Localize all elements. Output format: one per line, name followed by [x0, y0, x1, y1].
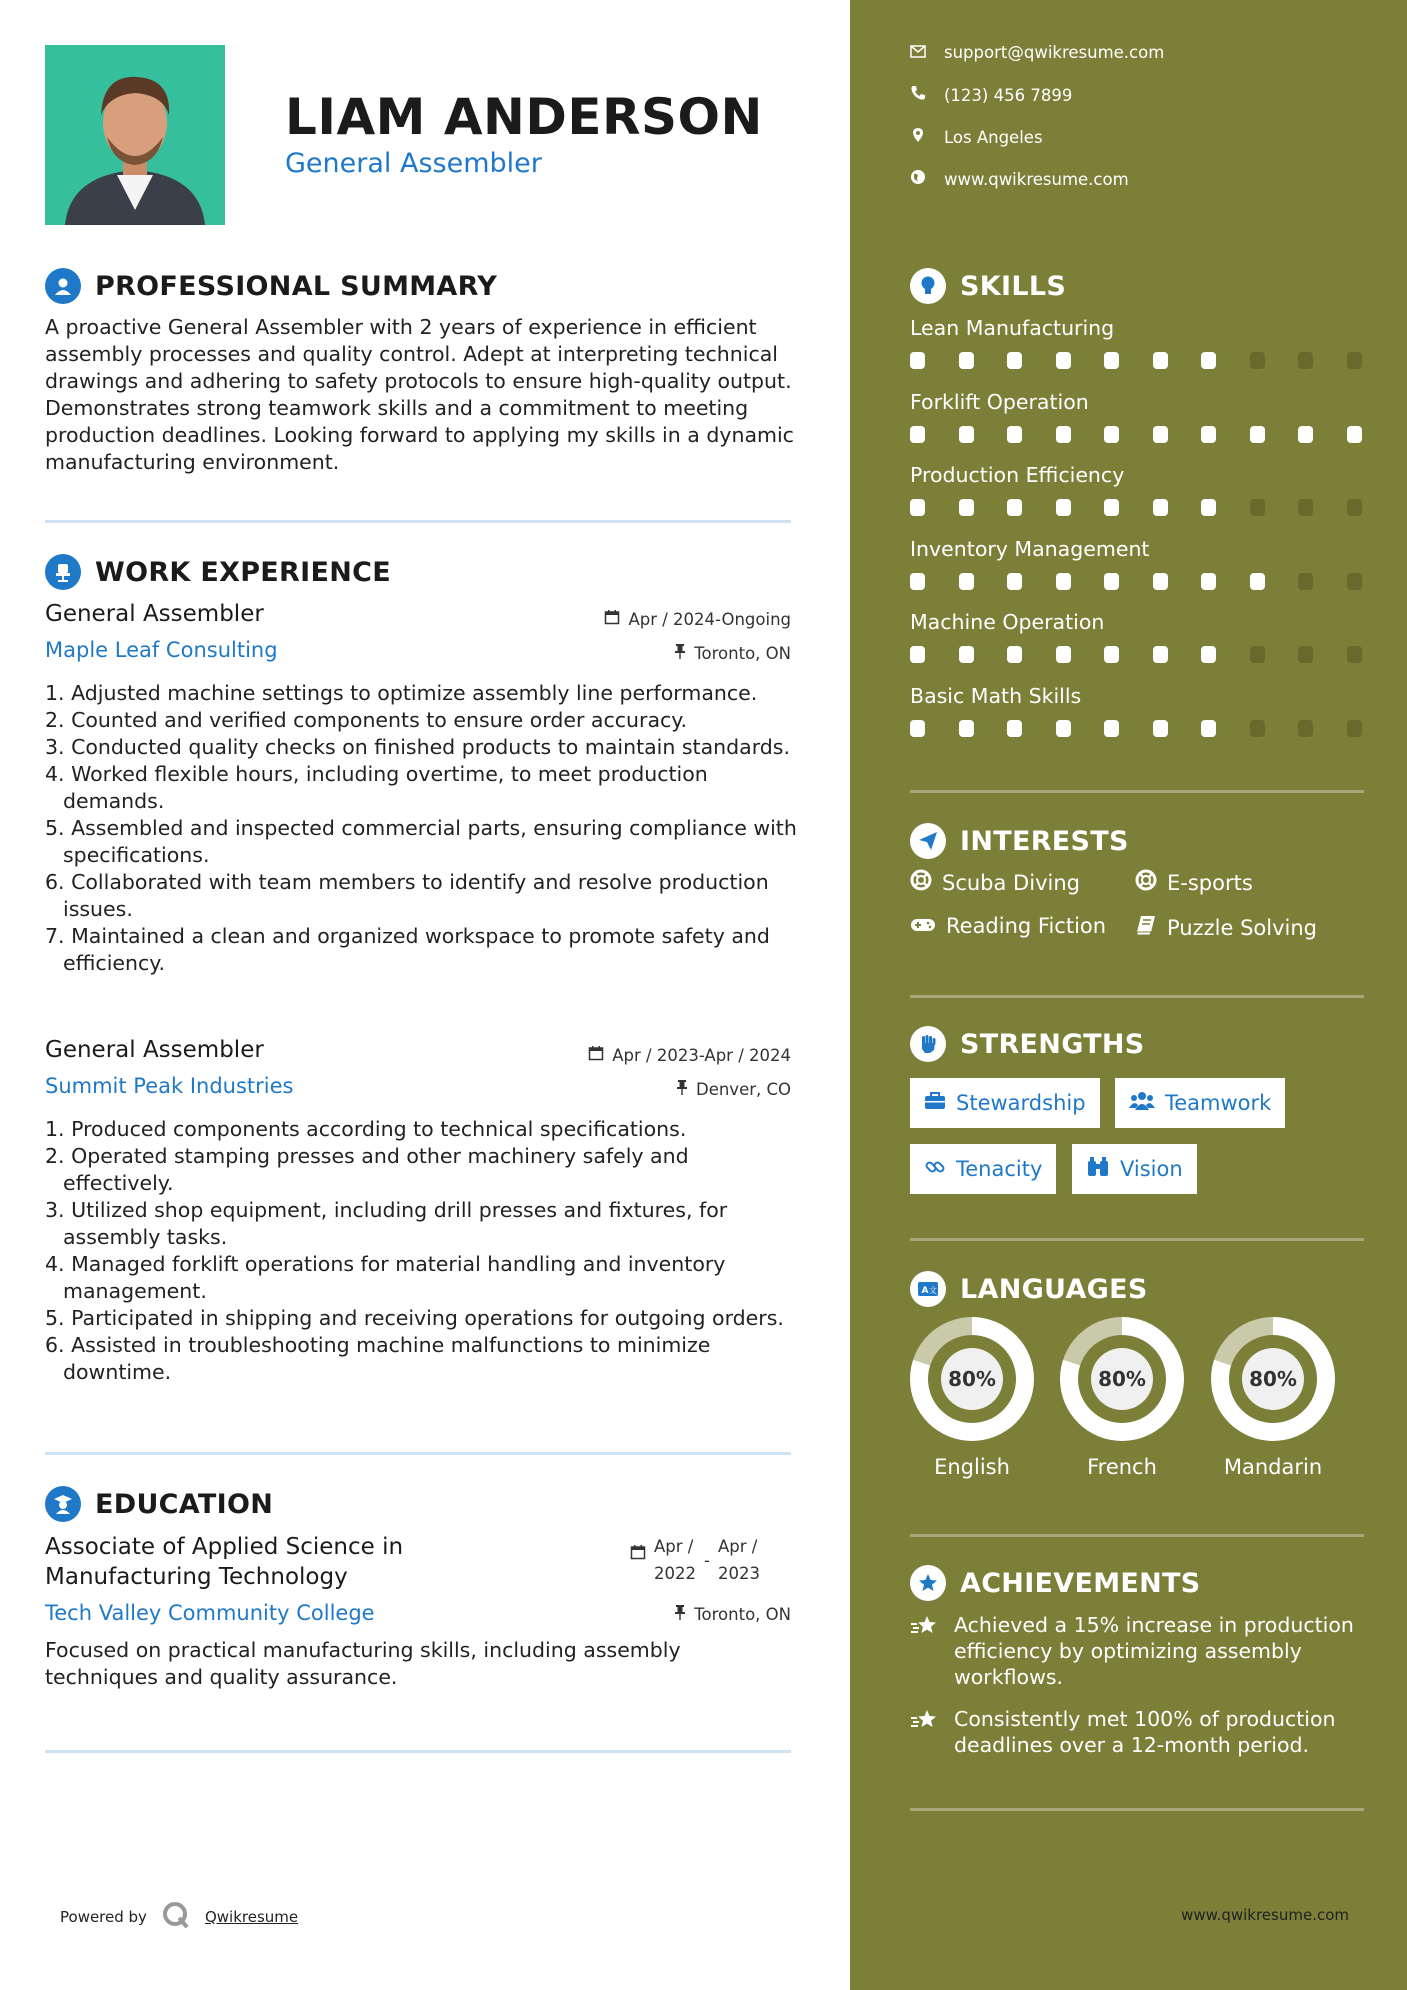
- phone-icon: [910, 85, 926, 105]
- summary-text: A proactive General Assembler with 2 years of experience in efficient assembly processes and quality control. Adept at interpreting technical drawings and adhering to safety protocols to ensure high-quality output. Demonstrates strong teamwork skills and a commitment to meeting production deadlines. Looking forward to applying my skills in a dynamic manufacturing environment.: [45, 315, 794, 474]
- rating-dot-filled: [910, 573, 925, 590]
- list-item: 4. Managed forklift operations for material handling and inventory management.: [45, 1252, 726, 1303]
- rating-dot-filled: [1153, 426, 1168, 443]
- achievement-item: Consistently met 100% of production deadlines over a 12-month period.: [910, 1706, 1370, 1758]
- rating-dot-filled: [1007, 352, 1022, 369]
- rating-dot-filled: [959, 499, 974, 516]
- rating-dot-filled: [910, 646, 925, 663]
- skill-rating: [910, 573, 1362, 590]
- sidebar: [850, 0, 1407, 1990]
- footer-website[interactable]: www.qwikresume.com: [1181, 1906, 1349, 1924]
- skill-rating: [910, 499, 1362, 516]
- list-item: 7. Maintained a clean and organized workspace to promote safety and efficiency.: [45, 924, 770, 975]
- contact-website[interactable]: www.qwikresume.com: [910, 169, 1129, 189]
- section-title: LANGUAGES: [960, 1273, 1148, 1305]
- rating-dot-filled: [1201, 426, 1216, 443]
- section-title: ACHIEVEMENTS: [960, 1567, 1201, 1599]
- language-item: [910, 1317, 1034, 1479]
- skill-name: Basic Math Skills: [910, 683, 1082, 708]
- skill-rating: [910, 720, 1362, 737]
- job-title: General Assembler: [45, 1037, 264, 1063]
- percent-label: 80%: [1091, 1348, 1153, 1410]
- rating-dot-filled: [1056, 573, 1071, 590]
- rating-dot-empty: [1347, 646, 1362, 663]
- company-name: Maple Leaf Consulting: [45, 638, 278, 662]
- footer-powered: [60, 1900, 298, 1934]
- rating-dot-empty: [1298, 646, 1313, 663]
- contact-location: Los Angeles: [910, 127, 1043, 147]
- rating-dot-empty: [1298, 352, 1313, 369]
- rating-dot-filled: [1298, 426, 1313, 443]
- section-title: INTERESTS: [960, 825, 1129, 857]
- calendar-icon: [588, 1045, 604, 1065]
- interest-item: Scuba Diving: [910, 869, 1080, 896]
- strength-tag: Vision: [1072, 1144, 1197, 1194]
- translate-icon: [910, 1271, 946, 1307]
- rating-dot-filled: [959, 352, 974, 369]
- rating-dot-filled: [959, 426, 974, 443]
- summary-heading: [45, 268, 497, 304]
- strength-tag: Teamwork: [1115, 1078, 1285, 1128]
- section-title: WORK EXPERIENCE: [95, 556, 391, 588]
- language-name: Mandarin: [1223, 1455, 1323, 1479]
- section-title: EDUCATION: [95, 1488, 274, 1520]
- calendar-icon: [630, 1541, 646, 1568]
- gamepad-icon: [910, 914, 936, 938]
- strengths-heading: [910, 1026, 1145, 1062]
- rating-dot-filled: [1056, 352, 1071, 369]
- progress-ring: [1060, 1317, 1184, 1441]
- strength-tag: Tenacity: [910, 1144, 1056, 1194]
- rating-dot-filled: [959, 646, 974, 663]
- rating-dot-filled: [1153, 352, 1168, 369]
- divider: [45, 1452, 791, 1455]
- list-item: 1. Produced components according to technical specifications.: [45, 1117, 687, 1141]
- education-location: Toronto, ON: [674, 1604, 791, 1624]
- shooting-star-icon: [910, 1614, 940, 1690]
- rating-dot-empty: [1347, 720, 1362, 737]
- job-duties: [45, 680, 805, 977]
- qwikresume-logo-icon: [161, 1900, 191, 1934]
- section-title: STRENGTHS: [960, 1028, 1145, 1060]
- job-location: Toronto, ON: [674, 643, 791, 663]
- education-dates: Apr / 2022 - Apr / 2023: [630, 1533, 760, 1587]
- rating-dot-filled: [1153, 573, 1168, 590]
- rating-dot-filled: [1201, 499, 1216, 516]
- rating-dot-filled: [1201, 352, 1216, 369]
- users-icon: [1129, 1091, 1155, 1116]
- job-title: General Assembler: [45, 601, 264, 627]
- rating-dot-empty: [1298, 720, 1313, 737]
- star-badge-icon: [910, 1565, 946, 1601]
- language-item: [1060, 1317, 1184, 1479]
- rating-dot-filled: [1201, 720, 1216, 737]
- list-item: 1. Adjusted machine settings to optimize assembly line performance.: [45, 681, 758, 705]
- envelope-icon: [910, 43, 926, 62]
- rating-dot-empty: [1347, 352, 1362, 369]
- rating-dot-filled: [1153, 720, 1168, 737]
- svg-text:文: 文: [929, 1286, 937, 1295]
- percent-label: 80%: [941, 1348, 1003, 1410]
- interest-item: Reading Fiction: [910, 914, 1106, 938]
- pin-icon: [676, 1079, 688, 1099]
- rating-dot-empty: [1250, 720, 1265, 737]
- rating-dot-filled: [1201, 646, 1216, 663]
- powered-by-label: Powered by: [60, 1908, 147, 1926]
- list-item: 3. Conducted quality checks on finished products to maintain standards.: [45, 735, 790, 759]
- list-item: 4. Worked flexible hours, including overtime, to meet production demands.: [45, 762, 708, 813]
- list-item: 2. Counted and verified components to ensure order accuracy.: [45, 708, 688, 732]
- rating-dot-filled: [1007, 646, 1022, 663]
- language-name: English: [934, 1455, 1010, 1479]
- section-title: PROFESSIONAL SUMMARY: [95, 270, 498, 302]
- rating-dot-filled: [1007, 573, 1022, 590]
- calendar-icon: [604, 609, 620, 629]
- divider: [910, 1238, 1364, 1241]
- divider: [910, 1534, 1364, 1537]
- contact-email[interactable]: support@qwikresume.com: [910, 43, 1164, 62]
- pin-icon: [674, 643, 686, 663]
- rating-dot-filled: [959, 573, 974, 590]
- candidate-name: LIAM ANDERSON: [285, 88, 763, 146]
- lifebuoy-icon: [1135, 869, 1157, 896]
- rating-dot-filled: [1007, 426, 1022, 443]
- strength-tag: Stewardship: [910, 1078, 1100, 1128]
- divider: [45, 520, 791, 523]
- school-name: Tech Valley Community College: [45, 1601, 375, 1625]
- rating-dot-filled: [1250, 426, 1265, 443]
- rating-dot-filled: [1201, 573, 1216, 590]
- pin-icon: [674, 1604, 686, 1624]
- percent-label: 80%: [1242, 1348, 1304, 1410]
- progress-ring: [1211, 1317, 1335, 1441]
- lifebuoy-icon: [910, 869, 932, 896]
- rating-dot-empty: [1347, 499, 1362, 516]
- list-item: 2. Operated stamping presses and other machinery safely and effectively.: [45, 1144, 689, 1195]
- experience-heading: [45, 554, 391, 590]
- achievement-item: Achieved a 15% increase in production efficiency by optimizing assembly workflows.: [910, 1612, 1370, 1690]
- briefcase-icon: [924, 1091, 946, 1115]
- rating-dot-filled: [1104, 573, 1119, 590]
- list-item: 6. Assisted in troubleshooting machine malfunctions to minimize downtime.: [45, 1333, 711, 1384]
- list-item: 5. Assembled and inspected commercial parts, ensuring compliance with specifications.: [45, 816, 797, 867]
- rating-dot-filled: [1056, 720, 1071, 737]
- rating-dot-empty: [1250, 352, 1265, 369]
- interest-item: Puzzle Solving: [1135, 914, 1317, 941]
- list-item: 6. Collaborated with team members to identify and resolve production issues.: [45, 870, 769, 921]
- interest-item: E-sports: [1135, 869, 1253, 896]
- job-duties: [45, 1116, 805, 1386]
- rating-dot-filled: [1007, 720, 1022, 737]
- skills-heading: [910, 268, 1066, 304]
- rating-dot-filled: [1056, 646, 1071, 663]
- language-item: [1211, 1317, 1335, 1479]
- interests-heading: [910, 823, 1129, 859]
- job-dates: Apr / 2024-Ongoing: [604, 609, 791, 629]
- divider: [910, 1808, 1364, 1811]
- rating-dot-filled: [1250, 573, 1265, 590]
- globe-icon: [910, 169, 926, 189]
- languages-heading: [910, 1271, 1148, 1307]
- rating-dot-empty: [1298, 499, 1313, 516]
- rating-dot-filled: [1056, 499, 1071, 516]
- book-icon: [1135, 914, 1157, 941]
- rating-dot-empty: [1347, 573, 1362, 590]
- brand-link[interactable]: Qwikresume: [204, 1908, 299, 1926]
- degree: Associate of Applied Science in Manufacturing Technology: [45, 1534, 404, 1590]
- rating-dot-empty: [1250, 646, 1265, 663]
- job-location: Denver, CO: [676, 1079, 791, 1099]
- skill-rating: [910, 646, 1362, 663]
- link-icon: [924, 1156, 946, 1183]
- skill-name: Production Efficiency: [910, 463, 1125, 487]
- skill-rating: [910, 426, 1362, 443]
- rating-dot-filled: [1104, 646, 1119, 663]
- education-description: Focused on practical manufacturing skills, including assembly techniques and quality assurance.: [45, 1638, 681, 1689]
- paper-plane-icon: [910, 823, 946, 859]
- rating-dot-filled: [1104, 720, 1119, 737]
- candidate-title: General Assembler: [285, 148, 542, 179]
- shooting-star-icon: [910, 1708, 940, 1758]
- user-icon: [45, 268, 81, 304]
- contact-phone[interactable]: (123) 456 7899: [910, 85, 1072, 105]
- divider: [910, 790, 1364, 793]
- rating-dot-filled: [910, 720, 925, 737]
- rating-dot-filled: [1007, 499, 1022, 516]
- rating-dot-filled: [910, 499, 925, 516]
- rating-dot-empty: [1250, 499, 1265, 516]
- education-heading: [45, 1486, 273, 1522]
- profile-photo: [45, 45, 225, 225]
- lightbulb-icon: [910, 268, 946, 304]
- list-item: 3. Utilized shop equipment, including drill presses and fixtures, for assembly tasks.: [45, 1198, 728, 1249]
- language-name: French: [1087, 1455, 1157, 1479]
- chair-icon: [45, 554, 81, 590]
- rating-dot-filled: [1347, 426, 1362, 443]
- company-name: Summit Peak Industries: [45, 1074, 294, 1098]
- divider: [45, 1750, 791, 1753]
- rating-dot-empty: [1298, 573, 1313, 590]
- skill-name: Forklift Operation: [910, 389, 1089, 414]
- rating-dot-filled: [1056, 426, 1071, 443]
- divider: [910, 995, 1364, 998]
- skill-name: Lean Manufacturing: [910, 316, 1115, 340]
- fist-icon: [910, 1026, 946, 1062]
- rating-dot-filled: [959, 720, 974, 737]
- rating-dot-filled: [1153, 646, 1168, 663]
- job-dates: Apr / 2023-Apr / 2024: [588, 1045, 791, 1065]
- skill-rating: [910, 352, 1362, 369]
- progress-ring: [910, 1317, 1034, 1441]
- rating-dot-filled: [1104, 499, 1119, 516]
- rating-dot-filled: [910, 352, 925, 369]
- section-title: SKILLS: [960, 270, 1067, 302]
- rating-dot-filled: [1104, 352, 1119, 369]
- skill-name: Machine Operation: [910, 610, 1105, 634]
- achievements-heading: [910, 1565, 1201, 1601]
- rating-dot-filled: [1153, 499, 1168, 516]
- graduate-icon: [45, 1486, 81, 1522]
- map-pin-icon: [910, 127, 926, 147]
- rating-dot-filled: [910, 426, 925, 443]
- binoculars-icon: [1086, 1157, 1110, 1182]
- rating-dot-filled: [1104, 426, 1119, 443]
- list-item: 5. Participated in shipping and receiving operations for outgoing orders.: [45, 1306, 784, 1330]
- svg-text:A: A: [921, 1286, 929, 1296]
- skill-name: Inventory Management: [910, 536, 1150, 561]
